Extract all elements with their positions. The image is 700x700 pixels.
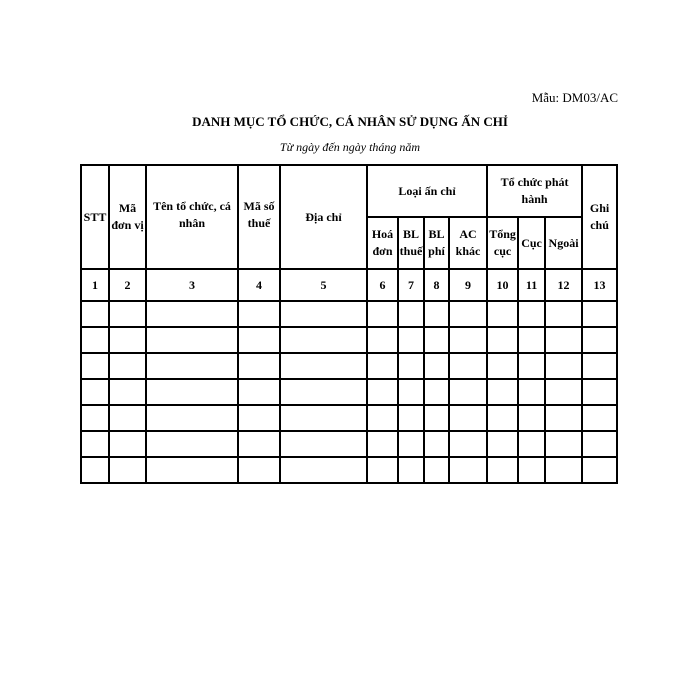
header-bl-thue: BL thuế xyxy=(398,217,424,269)
table-cell xyxy=(280,431,367,457)
table-cell xyxy=(582,301,617,327)
table-cell xyxy=(146,405,238,431)
table-cell xyxy=(518,457,545,483)
table-row xyxy=(81,379,617,405)
table-cell xyxy=(487,353,518,379)
table-cell xyxy=(280,353,367,379)
table-cell xyxy=(449,431,487,457)
table-row xyxy=(81,457,617,483)
table-cell xyxy=(81,431,109,457)
table-cell xyxy=(487,301,518,327)
table-cell xyxy=(280,379,367,405)
table-cell xyxy=(81,301,109,327)
table-cell xyxy=(280,327,367,353)
table-cell xyxy=(545,431,582,457)
table-cell xyxy=(367,457,398,483)
column-number-row xyxy=(81,269,617,301)
table-cell xyxy=(109,457,146,483)
table-cell xyxy=(146,353,238,379)
header-cuc: Cục xyxy=(518,217,545,269)
table-cell xyxy=(81,405,109,431)
table-cell xyxy=(109,431,146,457)
table-cell xyxy=(146,379,238,405)
table-cell xyxy=(367,379,398,405)
column-number: 10 xyxy=(487,269,518,301)
table-cell xyxy=(545,405,582,431)
table-cell xyxy=(398,327,424,353)
table-cell xyxy=(487,405,518,431)
header-stt: STT xyxy=(81,165,109,269)
header-ngoai: Ngoài xyxy=(545,217,582,269)
table-cell xyxy=(545,457,582,483)
table-cell xyxy=(81,379,109,405)
table-cell xyxy=(146,431,238,457)
table-cell xyxy=(109,379,146,405)
table-cell xyxy=(518,327,545,353)
table-cell xyxy=(81,327,109,353)
table-cell xyxy=(367,405,398,431)
column-number: 9 xyxy=(449,269,487,301)
table-cell xyxy=(582,379,617,405)
column-number: 6 xyxy=(367,269,398,301)
table-cell xyxy=(424,379,449,405)
table-cell xyxy=(449,353,487,379)
table-cell xyxy=(449,457,487,483)
table-cell xyxy=(81,457,109,483)
table-cell xyxy=(518,353,545,379)
table-cell xyxy=(487,327,518,353)
table-cell xyxy=(424,327,449,353)
column-number: 12 xyxy=(545,269,582,301)
table-cell xyxy=(487,379,518,405)
table-cell xyxy=(487,431,518,457)
header-dia-chi: Địa chỉ xyxy=(280,165,367,269)
table-cell xyxy=(398,301,424,327)
header-ten: Tên tổ chức, cá nhân xyxy=(146,165,238,269)
form-code: Mẫu: DM03/AC xyxy=(531,90,618,105)
table-cell xyxy=(582,353,617,379)
table-cell xyxy=(398,379,424,405)
table-row xyxy=(81,327,617,353)
column-number: 7 xyxy=(398,269,424,301)
table-cell xyxy=(449,327,487,353)
table-cell xyxy=(518,379,545,405)
table-cell xyxy=(518,301,545,327)
table-cell xyxy=(81,353,109,379)
column-number: 8 xyxy=(424,269,449,301)
table-cell xyxy=(238,301,280,327)
column-number: 13 xyxy=(582,269,617,301)
table-cell xyxy=(238,379,280,405)
table-cell xyxy=(424,353,449,379)
column-number: 11 xyxy=(518,269,545,301)
table-cell xyxy=(487,457,518,483)
table-row xyxy=(81,405,617,431)
table-cell xyxy=(545,301,582,327)
table-cell xyxy=(398,431,424,457)
usage-table xyxy=(80,164,618,484)
header-row-1 xyxy=(81,165,617,217)
table-cell xyxy=(367,431,398,457)
header-loai-an-chi: Loại ấn chỉ xyxy=(367,165,487,217)
table-cell xyxy=(238,353,280,379)
table-row xyxy=(81,301,617,327)
table-cell xyxy=(449,301,487,327)
table-cell xyxy=(449,379,487,405)
table-cell xyxy=(280,457,367,483)
table-cell xyxy=(238,405,280,431)
table-cell xyxy=(424,301,449,327)
table-cell xyxy=(109,301,146,327)
table-cell xyxy=(238,457,280,483)
table-cell xyxy=(280,405,367,431)
date-range-subtitle: Từ ngày đến ngày tháng năm xyxy=(279,140,421,154)
column-number: 2 xyxy=(109,269,146,301)
header-ma-so-thue: Mã số thuế xyxy=(238,165,280,269)
empty-rows xyxy=(81,301,617,483)
column-number: 5 xyxy=(280,269,367,301)
table-cell xyxy=(109,327,146,353)
table-cell xyxy=(449,405,487,431)
table-cell xyxy=(367,353,398,379)
table-cell xyxy=(518,405,545,431)
table-cell xyxy=(238,327,280,353)
table-cell xyxy=(545,327,582,353)
header-ac-khac: AC khác xyxy=(449,217,487,269)
column-number: 3 xyxy=(146,269,238,301)
header-ma-don-vi: Mã đơn vị xyxy=(109,165,146,269)
table-cell xyxy=(146,457,238,483)
table-cell xyxy=(109,405,146,431)
table-cell xyxy=(424,457,449,483)
table-row xyxy=(81,431,617,457)
header-hoa-don: Hoá đơn xyxy=(367,217,398,269)
table-cell xyxy=(545,353,582,379)
header-ghi-chu: Ghi chú xyxy=(582,165,617,269)
header-to-chuc-phat-hanh: Tổ chức phát hành xyxy=(487,165,582,217)
table-row xyxy=(81,353,617,379)
table-cell xyxy=(582,457,617,483)
header-bl-phi: BL phí xyxy=(424,217,449,269)
table-cell xyxy=(367,301,398,327)
table-cell xyxy=(146,327,238,353)
table-cell xyxy=(367,327,398,353)
column-number: 4 xyxy=(238,269,280,301)
table-cell xyxy=(238,431,280,457)
document-title: DANH MỤC TỔ CHỨC, CÁ NHÂN SỬ DỤNG ẤN CHỈ xyxy=(192,114,508,129)
table-cell xyxy=(146,301,238,327)
table-cell xyxy=(518,431,545,457)
table-cell xyxy=(424,431,449,457)
table-cell xyxy=(398,405,424,431)
table-cell xyxy=(109,353,146,379)
table-cell xyxy=(280,301,367,327)
table-cell xyxy=(424,405,449,431)
header-tong-cuc: Tổng cục xyxy=(487,217,518,269)
table-cell xyxy=(582,431,617,457)
table-cell xyxy=(582,327,617,353)
table-cell xyxy=(398,457,424,483)
table-cell xyxy=(545,379,582,405)
table-cell xyxy=(582,405,617,431)
column-number: 1 xyxy=(81,269,109,301)
table-cell xyxy=(398,353,424,379)
